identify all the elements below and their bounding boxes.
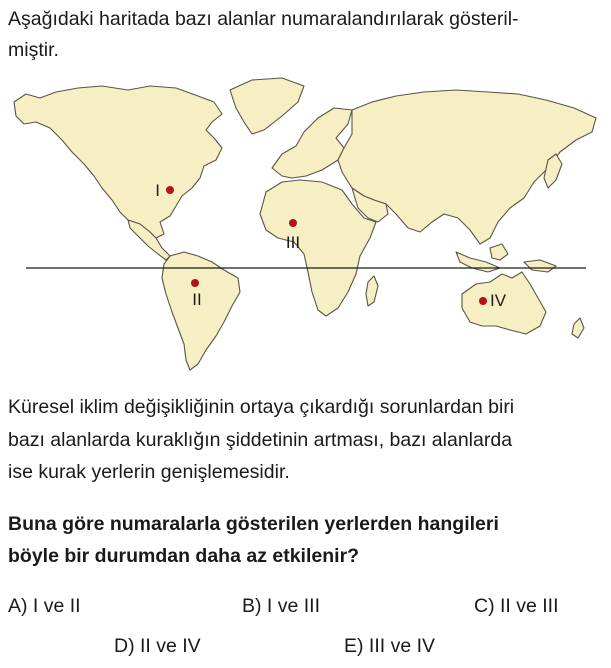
south-america-landmass [162, 252, 240, 370]
marker-iii-dot [289, 219, 297, 227]
madagascar-landmass [366, 276, 378, 306]
option-d[interactable]: D) II ve IV [114, 635, 201, 657]
option-b[interactable]: B) I ve III [242, 595, 321, 617]
new-guinea-landmass [524, 260, 556, 272]
world-map-svg [0, 72, 611, 372]
marker-ii-label: II [192, 290, 202, 309]
question-line-2: böyle bir durumdan daha az etkilenir? [8, 544, 360, 567]
option-a[interactable]: A) I ve II [8, 595, 81, 617]
marker-i-label: I [155, 181, 160, 200]
north-america-landmass [14, 86, 222, 238]
paragraph-line-1: Küresel iklim değişikliğinin ortaya çıkardığı sorunlardan biri [8, 396, 515, 418]
intro-line-2: miştir. [8, 39, 59, 61]
marker-ii-dot [191, 279, 199, 287]
option-e[interactable]: E) III ve IV [344, 635, 436, 657]
marker-i-dot [166, 186, 174, 194]
context-paragraph [8, 391, 604, 489]
question-line-1: Buna göre numaralarla gösterilen yerlerden hangileri [8, 513, 499, 535]
borneo-landmass [490, 244, 508, 260]
paragraph-line-2: bazı alanlarda kuraklığın şiddetinin artması, bazı alanlarda [8, 428, 513, 451]
marker-iv-label: IV [490, 291, 507, 310]
intro-line-1: Aşağıdaki haritada bazı alanlar numaralandırılarak gösteril- [8, 8, 519, 30]
world-map [0, 72, 611, 372]
paragraph-line-3: ise kurak yerlerin genişlemesidir. [8, 461, 290, 483]
greenland-landmass [230, 78, 304, 134]
question-stem [8, 509, 604, 572]
marker-iv-dot [479, 297, 487, 305]
intro-text [8, 4, 604, 66]
option-c[interactable]: C) II ve III [474, 595, 559, 617]
marker-iii-label: III [285, 233, 301, 252]
new-zealand-landmass [572, 318, 584, 338]
